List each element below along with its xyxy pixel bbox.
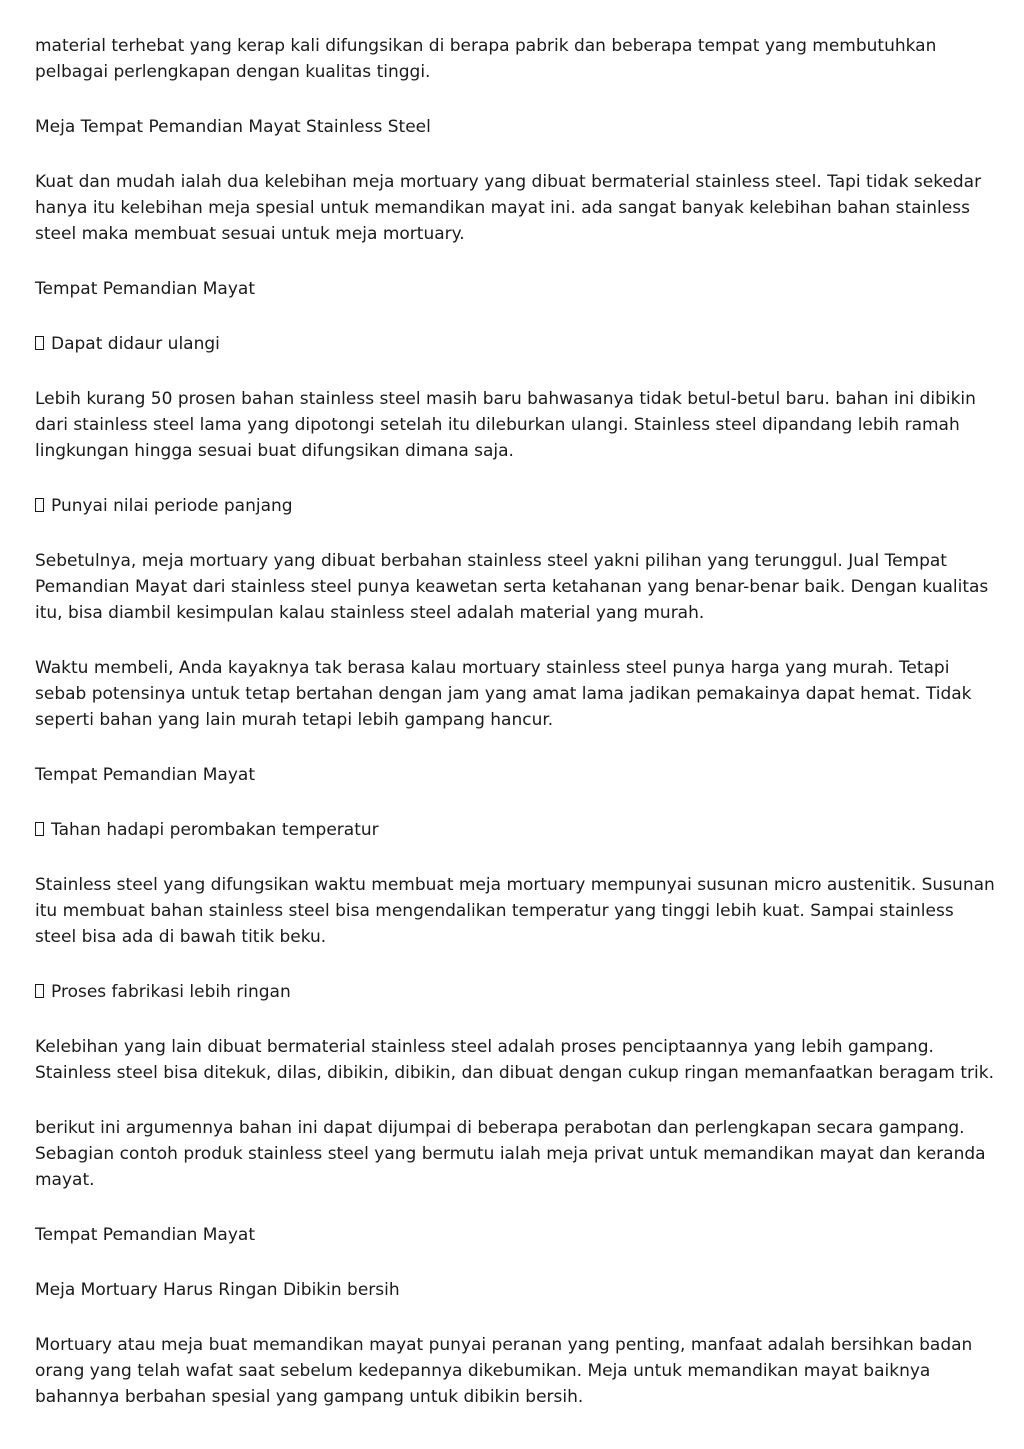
bullet-box-icon <box>35 336 44 350</box>
paragraph: berikut ini argumennya bahan ini dapat dijumpai di beberapa perabotan dan perlengkapan secara gampang. Sebagian contoh produk stainless steel yang bermutu ialah meja privat untuk memandikan mayat dan keranda mayat. <box>35 1118 986 1190</box>
bullet-box-icon <box>35 984 44 998</box>
paragraph: Kuat dan mudah ialah dua kelebihan meja mortuary yang dibuat bermaterial stainless steel. Tapi tidak sekedar hanya itu kelebihan meja spesial untuk memandikan mayat ini. ada sangat banyak kelebihan bahan stainless steel maka membuat sesuai untuk meja mortuary. <box>35 172 982 244</box>
paragraph: Kelebihan yang lain dibuat bermaterial stainless steel adalah proses penciptaannya yang lebih gampang. Stainless steel bisa ditekuk, dilas, dibikin, dibikin, dan dibuat dengan cukup ringan memanfaatkan beragam trik. <box>35 1037 994 1083</box>
paragraph: Sebetulnya, meja mortuary yang dibuat berbahan stainless steel yakni pilihan yang terunggul. Jual Tempat Pemandian Mayat dari stainless steel punya keawetan serta ketahanan yang benar-benar baik. Dengan kualitas itu, bisa diambil kesimpulan kalau stainless steel adalah material yang murah. <box>35 551 989 623</box>
bullet-item <box>35 979 995 1005</box>
bullet-box-icon <box>35 498 44 512</box>
paragraph: Stainless steel yang difungsikan waktu membuat meja mortuary mempunyai susunan micro austenitik. Susunan itu membuat bahan stainless steel bisa mengendalikan temperatur yang tinggi lebih kuat. Sampai stainless steel bisa ada di bawah titik beku. <box>35 875 995 947</box>
section-heading: Tempat Pemandian Mayat <box>35 279 255 299</box>
paragraph: Mortuary atau meja buat memandikan mayat punyai peranan yang penting, manfaat adalah bersihkan badan orang yang telah wafat saat sebelum kedepannya dikebumikan. Meja untuk memandikan mayat baiknya bahannya berbahan spesial yang gampang untuk dibikin bersih. <box>35 1335 973 1407</box>
bullet-item <box>35 331 995 357</box>
bullet-text: Dapat didaur ulangi <box>51 334 220 354</box>
section-heading: Tempat Pemandian Mayat <box>35 765 255 785</box>
bullet-text: Tahan hadapi perombakan temperatur <box>51 820 379 840</box>
document-page <box>35 33 995 1439</box>
bullet-box-icon <box>35 822 44 836</box>
paragraph: Waktu membeli, Anda kayaknya tak berasa kalau mortuary stainless steel punya harga yang murah. Tetapi sebab potensinya untuk tetap bertahan dengan jam yang amat lama jadikan pemakainya dapat hemat. Tidak seperti bahan yang lain murah tetapi lebih gampang hancur. <box>35 658 972 730</box>
section-heading: Meja Tempat Pemandian Mayat Stainless Steel <box>35 117 431 137</box>
bullet-item <box>35 817 995 843</box>
section-heading: Tempat Pemandian Mayat <box>35 1225 255 1245</box>
bullet-text: Punyai nilai periode panjang <box>51 496 293 516</box>
section-heading: Meja Mortuary Harus Ringan Dibikin bersih <box>35 1280 400 1300</box>
paragraph: Lebih kurang 50 prosen bahan stainless steel masih baru bahwasanya tidak betul-betul baru. bahan ini dibikin dari stainless steel lama yang dipotongi setelah itu dileburkan ulangi. Stainless steel dipandang lebih ramah lingkungan hingga sesuai buat difungsikan dimana saja. <box>35 389 976 461</box>
paragraph-intro: material terhebat yang kerap kali difungsikan di berapa pabrik dan beberapa tempat yang membutuhkan pelbagai perlengkapan dengan kualitas tinggi. <box>35 36 937 82</box>
bullet-item <box>35 493 995 519</box>
bullet-text: Proses fabrikasi lebih ringan <box>51 982 291 1002</box>
